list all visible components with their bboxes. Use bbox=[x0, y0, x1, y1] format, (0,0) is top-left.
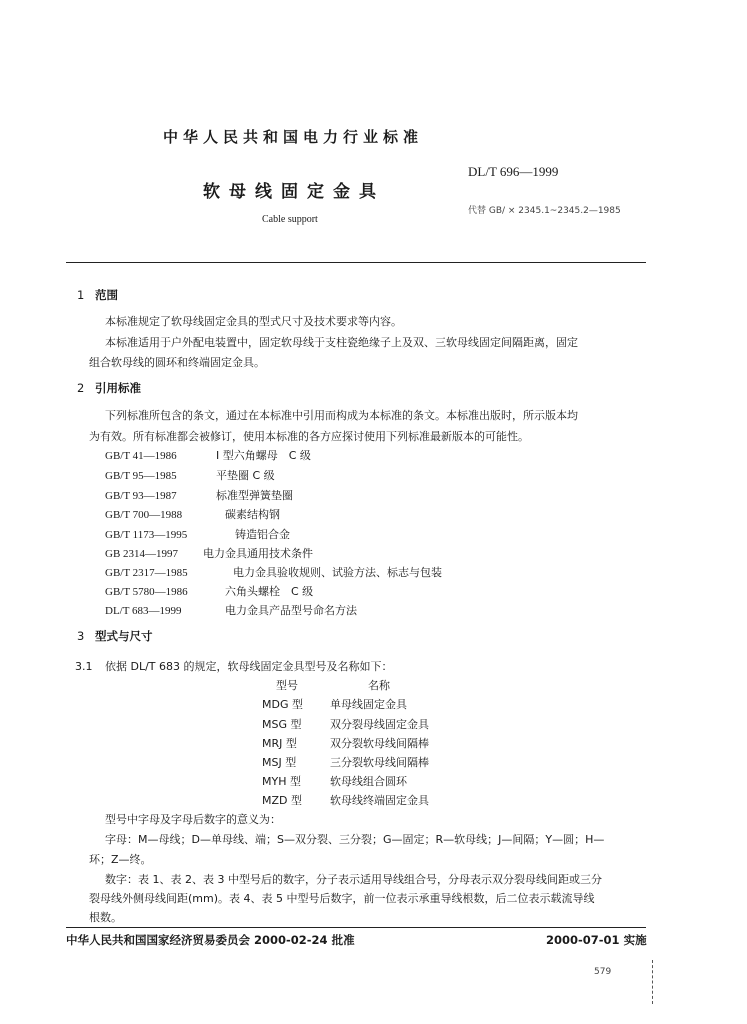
letters-meaning-a: 字母：M—母线；D—单母线、端；S—双分裂、三分裂；G—固定；R—软母线；J—间隔；Y—圆；H— bbox=[105, 833, 605, 846]
reference-name: 铸造铝合金 bbox=[235, 528, 290, 541]
digits-meaning-c: 根数。 bbox=[89, 911, 122, 924]
digits-meaning-b: 裂母线外侧母线间距(mm)。表 4、表 5 中型号后数字，前一位表示承重导线根数，后二位表示载流导线 bbox=[89, 892, 595, 905]
fitting-name: 双分裂软母线间隔棒 bbox=[330, 737, 429, 750]
clause-3-1-text: 依据 DL/T 683 的规定，软母线固定金具型号及名称如下： bbox=[105, 660, 393, 673]
section-2-number: 2 bbox=[77, 381, 85, 395]
fitting-type: MSJ 型 bbox=[262, 756, 297, 769]
type-meaning-intro: 型号中字母及字母后数字的意义为： bbox=[105, 813, 281, 826]
reference-code: DL/T 683—1999 bbox=[105, 605, 182, 617]
margin-dash-line bbox=[652, 960, 653, 1004]
section-3-title: 型式与尺寸 bbox=[95, 629, 153, 643]
column-header-name: 名称 bbox=[368, 679, 390, 692]
reference-name: 电力金具通用技术条件 bbox=[203, 547, 313, 560]
section-1-number: 1 bbox=[77, 288, 85, 302]
fitting-type: MZD 型 bbox=[262, 794, 302, 807]
reference-item bbox=[105, 467, 275, 483]
reference-code: GB 2314—1997 bbox=[105, 548, 179, 560]
reference-name: 电力金具验收规则、试验方法、标志与包装 bbox=[233, 566, 442, 579]
reference-item bbox=[105, 526, 290, 542]
reference-item bbox=[105, 545, 313, 561]
header-divider bbox=[66, 262, 646, 263]
section-2-para-1a: 下列标准所包含的条文，通过在本标准中引用而构成为本标准的条文。本标准出版时，所示版本均 bbox=[105, 409, 578, 422]
reference-code: GB/T 5780—1986 bbox=[105, 586, 188, 598]
section-1-para-2a: 本标准适用于户外配电装置中，固定软母线于支柱瓷绝缘子上及双、三软母线固定间隔距离，固定 bbox=[105, 336, 578, 349]
fitting-type: MRJ 型 bbox=[262, 737, 297, 750]
reference-item bbox=[105, 506, 280, 522]
replaces-note: 代替 GB/ × 2345.1~2345.2—1985 bbox=[468, 206, 621, 216]
reference-code: GB/T 1173—1995 bbox=[105, 529, 188, 541]
page-number: 579 bbox=[594, 967, 612, 977]
fitting-name: 三分裂软母线间隔棒 bbox=[330, 756, 429, 769]
document-title: 软母线固定金具 bbox=[203, 182, 385, 202]
section-3-heading bbox=[77, 628, 153, 644]
section-1-para-2b: 组合软母线的圆环和终端固定金具。 bbox=[89, 356, 265, 369]
section-2-title: 引用标准 bbox=[95, 381, 141, 395]
section-3-number: 3 bbox=[77, 629, 85, 643]
reference-item bbox=[105, 564, 442, 580]
standard-number: DL/T 696—1999 bbox=[468, 164, 559, 179]
clause-3-1 bbox=[75, 658, 393, 674]
reference-name: 六角头螺栓 C 级 bbox=[225, 585, 314, 598]
letters-meaning-b: 环；Z—终。 bbox=[89, 853, 152, 866]
reference-code: GB/T 95—1985 bbox=[105, 470, 177, 482]
reference-name: 标准型弹簧垫圈 bbox=[216, 489, 293, 502]
reference-name: 电力金具产品型号命名方法 bbox=[225, 604, 357, 617]
english-title: Cable support bbox=[262, 214, 318, 225]
fitting-name: 软母线终端固定金具 bbox=[330, 794, 429, 807]
reference-code: GB/T 93—1987 bbox=[105, 490, 177, 502]
issuing-body-title: 中华人民共和国电力行业标准 bbox=[163, 128, 424, 146]
reference-name: 平垫圈 C 级 bbox=[216, 469, 275, 482]
reference-name: I 型六角螺母 C 级 bbox=[216, 449, 311, 462]
column-header-type: 型号 bbox=[276, 679, 298, 692]
fitting-type: MSG 型 bbox=[262, 718, 302, 731]
effective-date: 2000-07-01 实施 bbox=[546, 933, 647, 947]
footer-divider bbox=[66, 927, 646, 928]
reference-item bbox=[105, 583, 313, 599]
reference-item bbox=[105, 602, 357, 618]
section-1-heading bbox=[77, 287, 118, 303]
section-2-heading bbox=[77, 380, 141, 396]
digits-meaning-a: 数字：表 1、表 2、表 3 中型号后的数字，分子表示适用导线组合号，分母表示双分裂母线间距或三分 bbox=[105, 873, 602, 886]
fitting-name: 软母线组合圆环 bbox=[330, 775, 407, 788]
fitting-type: MYH 型 bbox=[262, 775, 301, 788]
reference-name: 碳素结构钢 bbox=[225, 508, 280, 521]
fitting-type: MDG 型 bbox=[262, 698, 303, 711]
reference-item bbox=[105, 487, 293, 503]
reference-code: GB/T 700—1988 bbox=[105, 509, 183, 521]
section-1-para-1: 本标准规定了软母线固定金具的型式尺寸及技术要求等内容。 bbox=[105, 315, 402, 328]
reference-item bbox=[105, 447, 311, 463]
reference-code: GB/T 41—1986 bbox=[105, 450, 177, 462]
fitting-name: 双分裂母线固定金具 bbox=[330, 718, 429, 731]
section-1-title: 范围 bbox=[95, 288, 118, 302]
clause-3-1-number: 3.1 bbox=[75, 660, 93, 673]
approval-line: 中华人民共和国国家经济贸易委员会 2000-02-24 批准 bbox=[66, 933, 355, 947]
section-2-para-1b: 为有效。所有标准都会被修订，使用本标准的各方应探讨使用下列标准最新版本的可能性。 bbox=[89, 430, 529, 443]
reference-code: GB/T 2317—1985 bbox=[105, 567, 188, 579]
fitting-name: 单母线固定金具 bbox=[330, 698, 407, 711]
